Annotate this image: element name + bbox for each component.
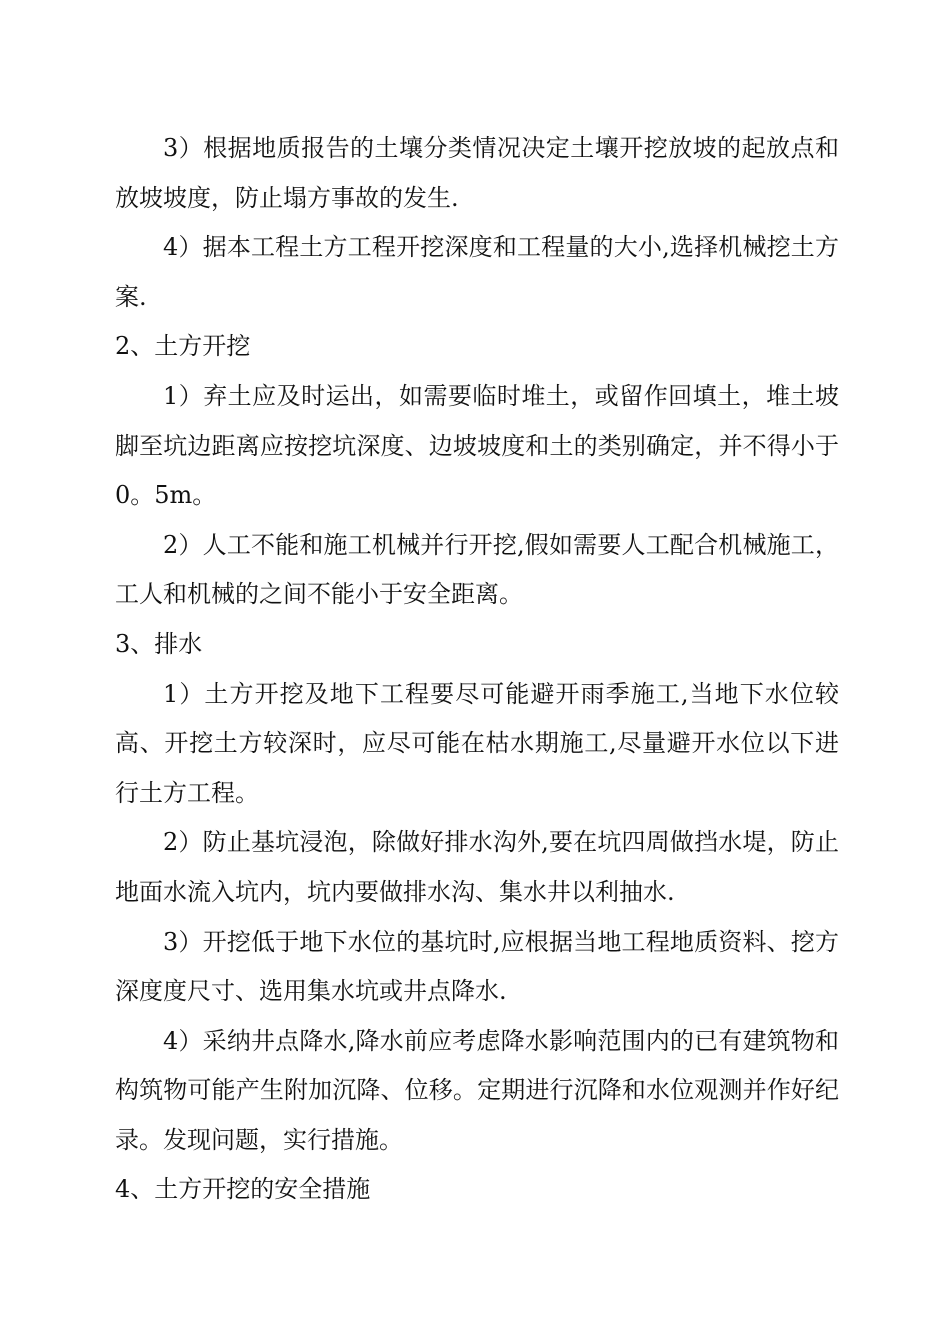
paragraph-1-avoid-rain: 1）土方开挖及地下工程要尽可能避开雨季施工,当地下水位较高、开挖土方较深时，应尽可能在枯水期施工,尽量避开水位以下进行土方工程。	[115, 679, 839, 807]
section-heading-safety-measures: 4、土方开挖的安全措施	[115, 1175, 371, 1204]
document-page	[115, 124, 839, 1215]
paragraph-3-groundwater: 3）开挖低于地下水位的基坑时,应根据当地工程地质资料、挖方深度度尺寸、选用集水坑或井点降水.	[115, 927, 839, 1006]
section-heading-drainage: 3、排水	[115, 629, 203, 658]
paragraph-4-wellpoint: 4）采纳井点降水,降水前应考虑降水影响范围内的已有建筑物和构筑物可能产生附加沉降、位移。定期进行沉降和水位观测并作好纪录。发现问题，实行措施。	[115, 1026, 839, 1154]
paragraph-2-prevent-soaking: 2）防止基坑浸泡，除做好排水沟外,要在坑四周做挡水堤，防止地面水流入坑内，坑内要做排水沟、集水井以利抽水.	[115, 828, 839, 906]
paragraph-4-machine-excavation: 4）据本工程土方工程开挖深度和工程量的大小,选择机械挖土方案.	[115, 233, 839, 311]
paragraph-2-manual-machine: 2）人工不能和施工机械并行开挖,假如需要人工配合机械施工，工人和机械的之间不能小于安全距离。	[115, 530, 839, 609]
paragraph-1-spoil: 1）弃土应及时运出，如需要临时堆土，或留作回填土，堆土坡脚至坑边距离应按挖坑深度、边坡坡度和土的类别确定，并不得小于0。5m。	[115, 381, 839, 510]
section-heading-earthwork-excavation: 2、土方开挖	[115, 332, 251, 361]
paragraph-3-slope: 3）根据地质报告的土壤分类情况决定土壤开挖放坡的起放点和放坡坡度，防止塌方事故的发生.	[115, 134, 839, 212]
